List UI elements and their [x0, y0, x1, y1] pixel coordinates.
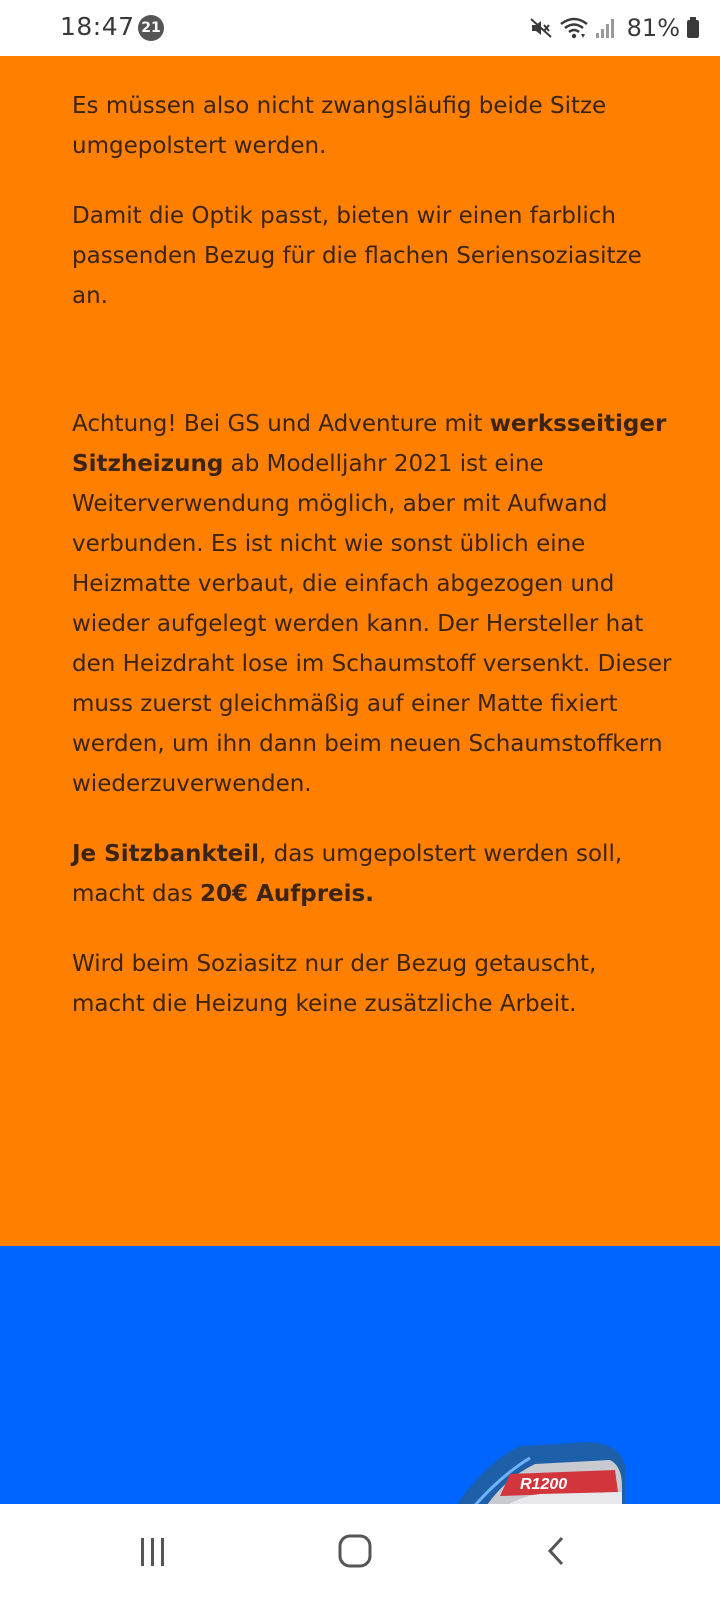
status-bar: [0, 0, 720, 56]
orange-content-section: [0, 56, 720, 1246]
battery-icon: [686, 16, 700, 40]
notification-count-badge: 21: [138, 15, 164, 41]
seat-heating-emphasis: werksseitiger Sitzheizung: [72, 411, 667, 477]
article-text: [72, 86, 672, 1054]
navigation-bar: [0, 1504, 720, 1600]
paragraph-surcharge: [72, 834, 672, 914]
wifi-icon: [559, 16, 589, 40]
mute-icon: [529, 16, 553, 40]
home-button[interactable]: [336, 1532, 376, 1572]
motorcycle-tank-image: [440, 1436, 640, 1504]
surcharge-text: , das umgepolstert werden soll, macht das: [72, 841, 623, 907]
bike-model-label: R1200: [520, 1476, 568, 1493]
seat-heating-details: ab Modelljahr 2021 ist eine Weiterverwendung möglich, aber mit Aufwand verbunden. Es ist nicht wie sonst üblich eine Heizmatte verbaut, die einfach abgezogen und wieder aufgelegt werden kann. Der Hersteller hat den Heizdraht lose im Schaumstoff versenkt. Dieser muss zuerst gleichmäßig auf einer Matte fixiert werden, um ihn dann beim neuen Schaumstoffkern wiederzuverwenden.: [72, 451, 672, 797]
paragraph-seats: Es müssen also nicht zwangsläufig beide Sitze umgepolstert werden.: [72, 93, 607, 159]
status-time: 18:47: [60, 12, 135, 41]
signal-icon: [595, 16, 617, 40]
battery-percent: 81%: [626, 14, 680, 42]
blue-image-section: [0, 1246, 720, 1504]
surcharge-price: 20€ Aufpreis.: [200, 881, 374, 907]
status-icons: [529, 10, 700, 46]
paragraph-seat-heating: [72, 404, 672, 804]
surcharge-item: Je Sitzbankteil: [72, 841, 260, 867]
recent-apps-button[interactable]: [133, 1532, 173, 1572]
paragraph-pillion: Wird beim Soziasitz nur der Bezug getauscht, macht die Heizung keine zusätzliche Arbeit.: [72, 951, 597, 1017]
seat-heating-intro: Achtung! Bei GS und Adventure mit: [72, 411, 490, 437]
paragraph-cover: Damit die Optik passt, bieten wir einen farblich passenden Bezug für die flachen Seriensoziasitze an.: [72, 203, 642, 309]
back-button[interactable]: [538, 1532, 578, 1572]
